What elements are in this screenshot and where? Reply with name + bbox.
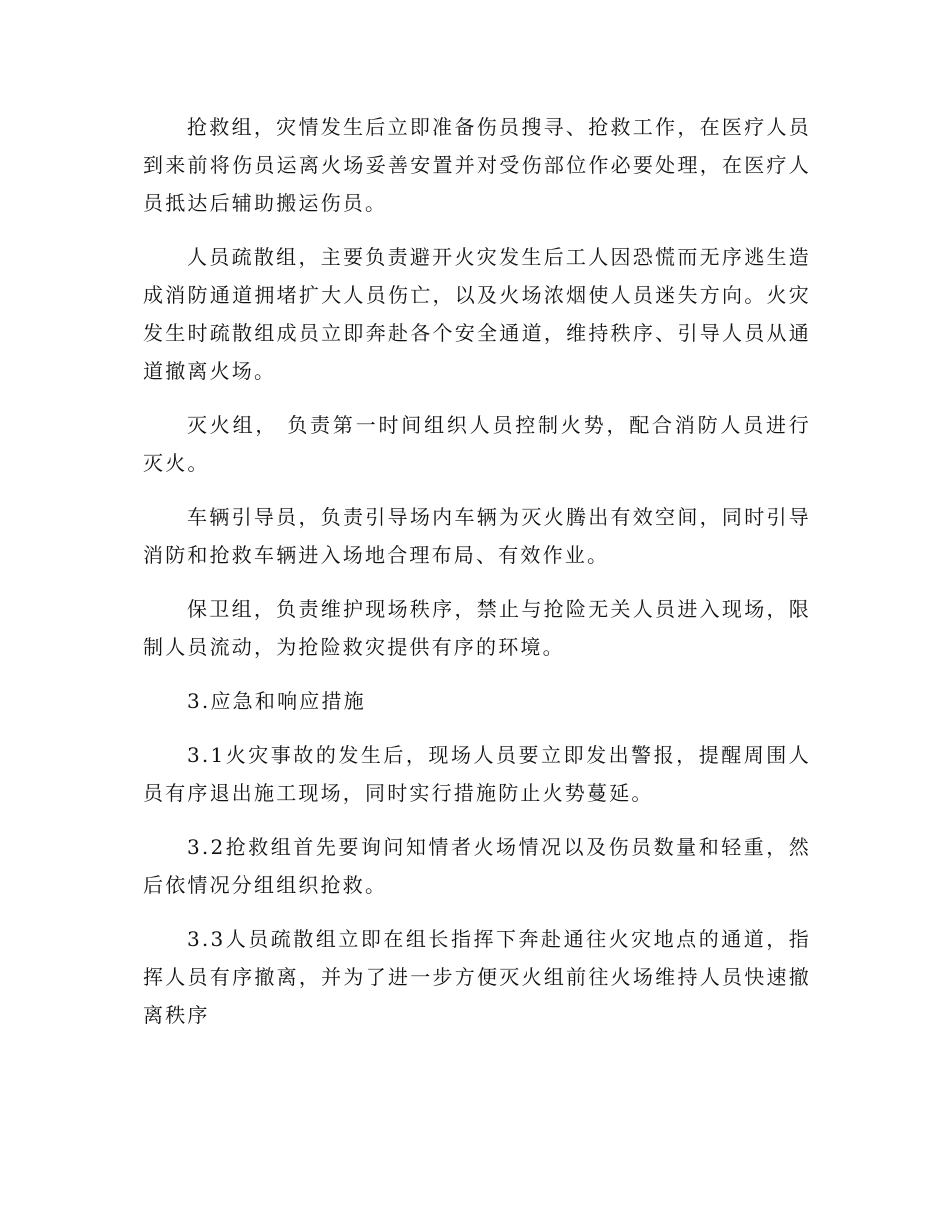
- paragraph-rescue-team: 抢救组，灾情发生后立即准备伤员搜寻、抢救工作，在医疗人员到来前将伤员运离火场妥善安置并对受伤部位作必要处理，在医疗人员抵达后辅助搬运伤员。: [143, 115, 811, 215]
- paragraph-security-team: 保卫组，负责维护现场秩序，禁止与抢险无关人员进入现场，限制人员流动，为抢险救灾提供有序的环境。: [143, 597, 811, 659]
- paragraph-vehicle-guide: 车辆引导员，负责引导场内车辆为灭火腾出有效空间，同时引导消防和抢救车辆进入场地合理布局、有效作业。: [143, 505, 811, 567]
- paragraph-measure-3-1: 3.1火灾事故的发生后，现场人员要立即发出警报，提醒周围人员有序退出施工现场，同时实行措施防止火势蔓延。: [143, 743, 811, 805]
- document-body: [143, 108, 811, 1050]
- section-heading-response-measures: 3.应急和响应措施: [187, 689, 366, 713]
- paragraph-measure-3-2: 3.2抢救组首先要询问知情者火场情况以及伤员数量和轻重，然后依情况分组组织抢救。: [143, 835, 811, 897]
- paragraph-evacuation-team: 人员疏散组，主要负责避开火灾发生后工人因恐慌而无序逃生造成消防通道拥堵扩大人员伤亡，以及火场浓烟使人员迷失方向。火灾发生时疏散组成员立即奔赴各个安全通道，维持秩序、引导人员从通道撤离火场。: [143, 245, 811, 383]
- paragraph-firefighting-team: 灭火组， 负责第一时间组织人员控制火势，配合消防人员进行灭火。: [143, 413, 811, 475]
- paragraph-measure-3-3: 3.3人员疏散组立即在组长指挥下奔赴通往火灾地点的通道，指挥人员有序撤离，并为了进一步方便灭火组前往火场维持人员快速撤离秩序: [143, 927, 811, 1027]
